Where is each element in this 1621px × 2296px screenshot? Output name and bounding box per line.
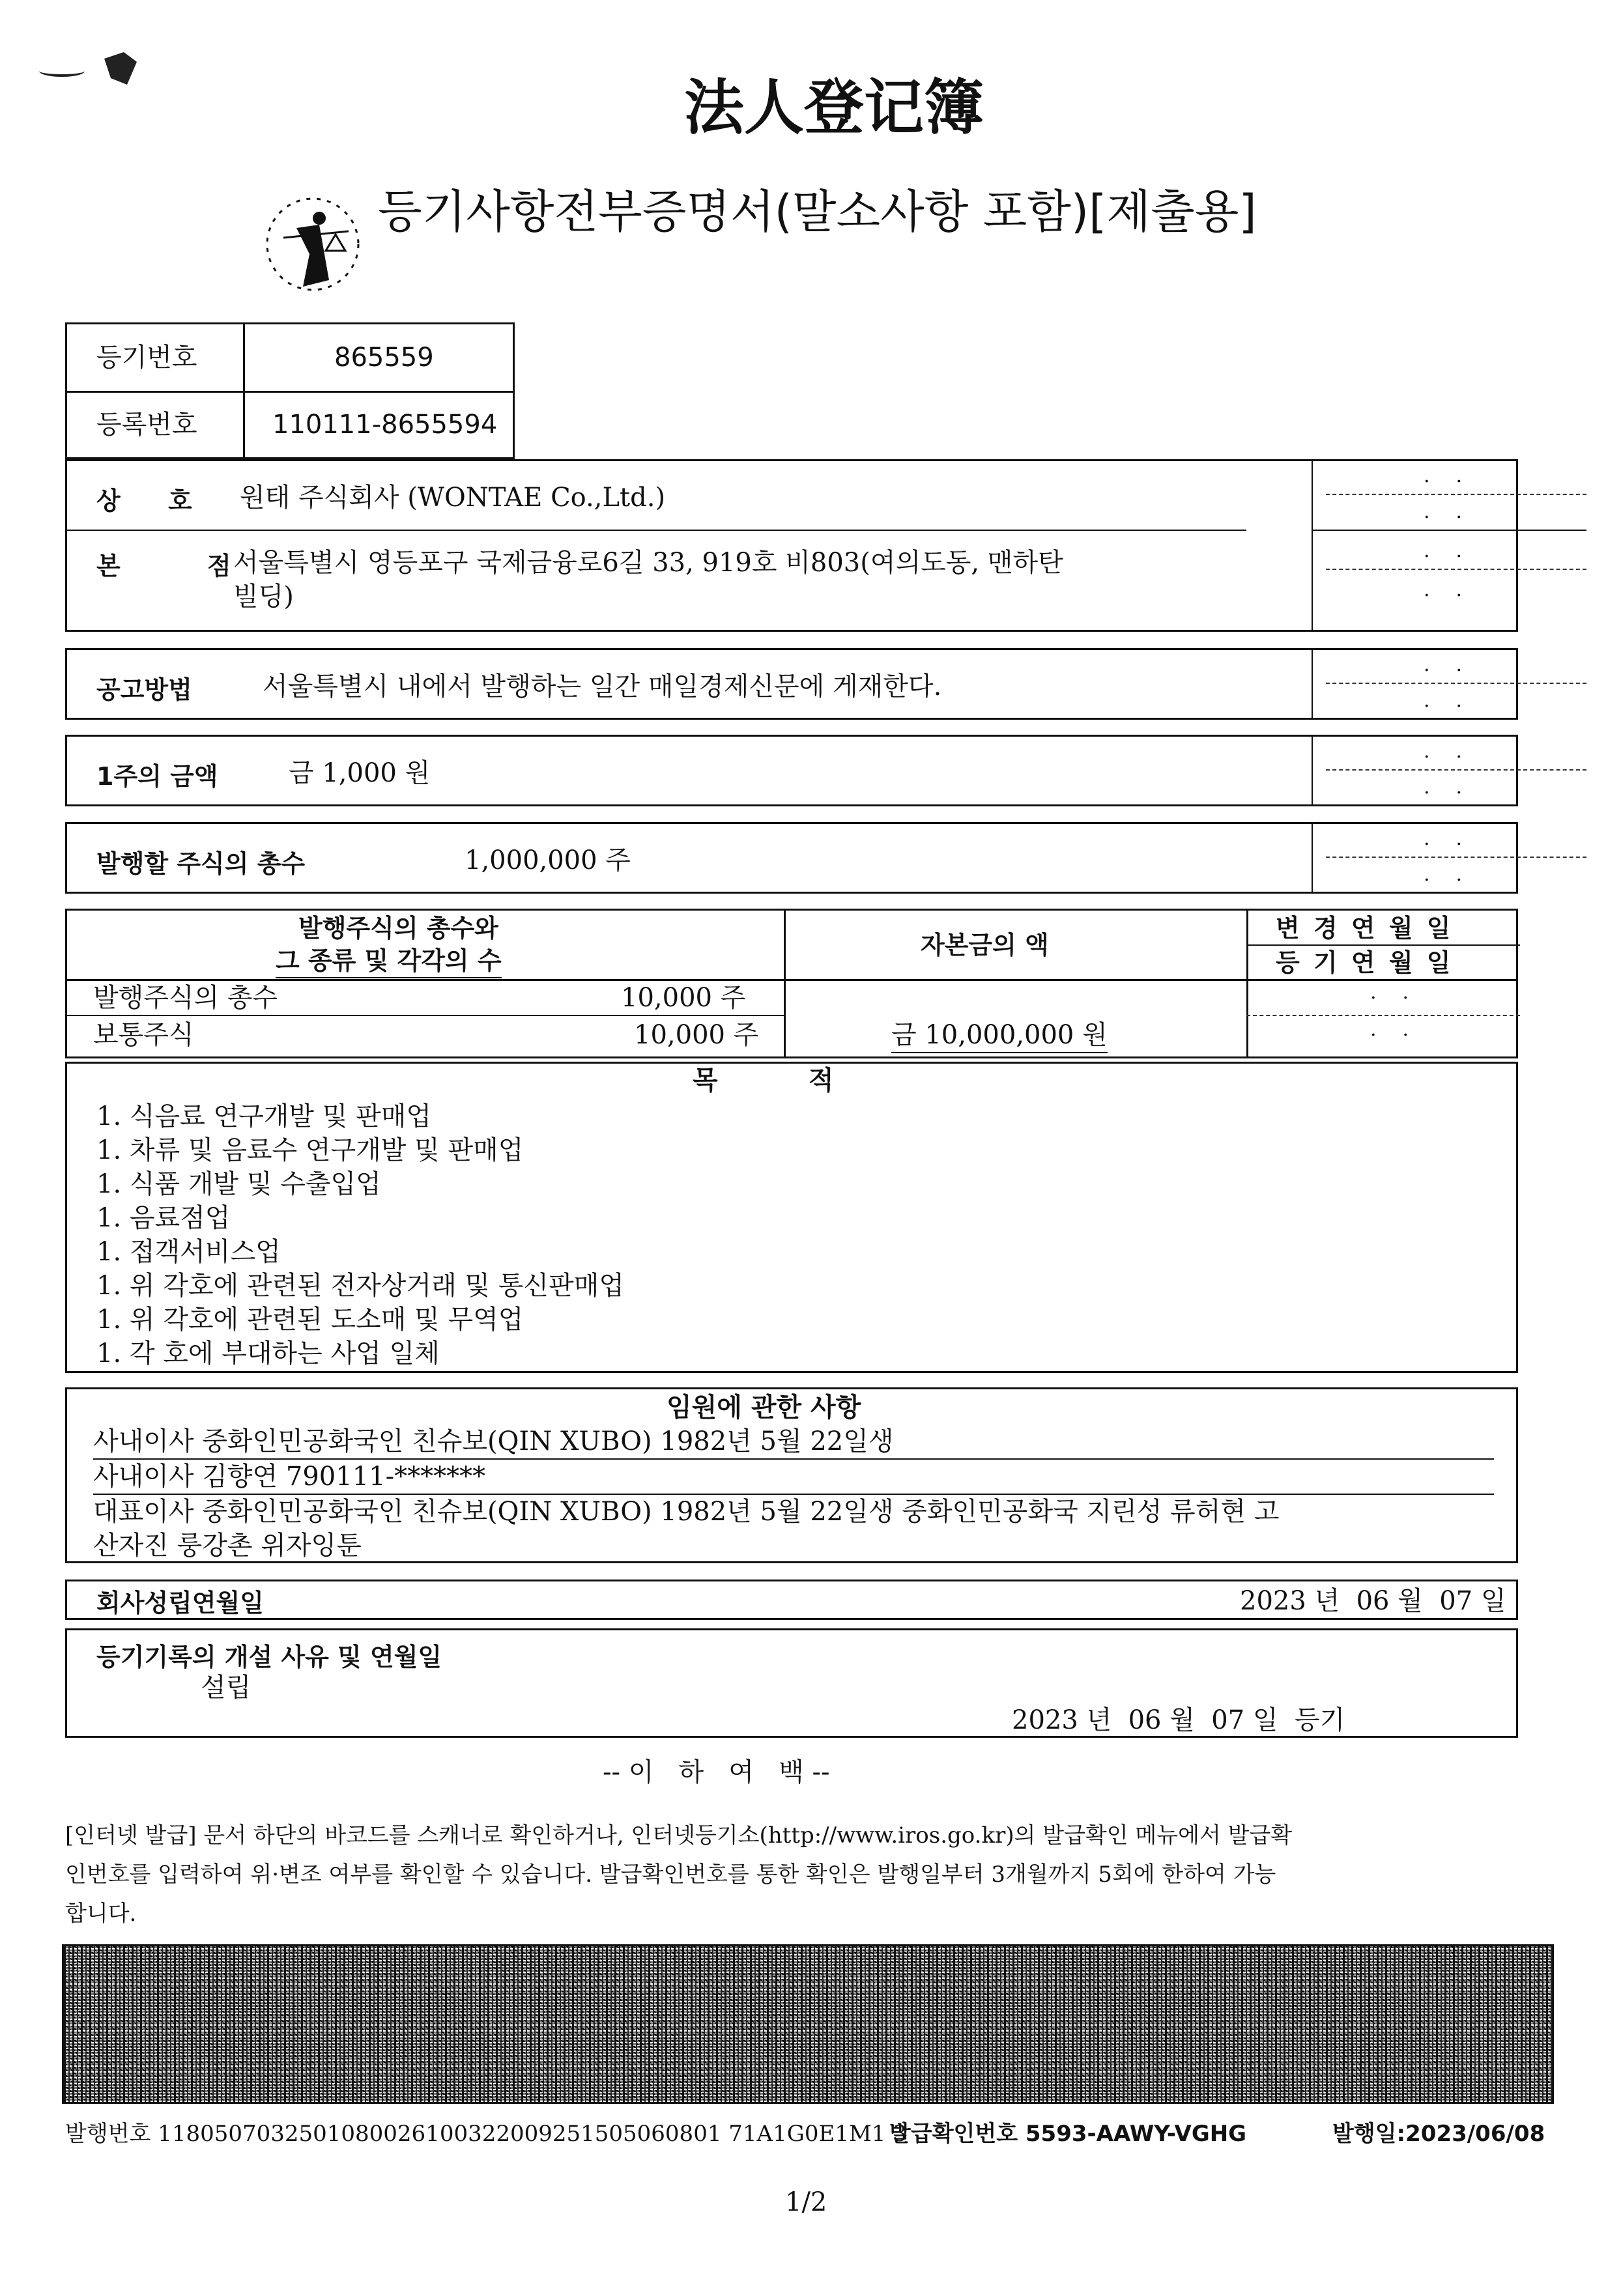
established-value: 2023 년 06 월 07 일: [1240, 1586, 1506, 1616]
purpose-item: 1. 식음료 연구개발 및 판매업: [96, 1101, 432, 1131]
registry-number-box: [65, 322, 515, 459]
notice-method-value: 서울특별시 내에서 발행하는 일간 매일경제신문에 게재한다.: [263, 672, 942, 702]
corp-no-label: 등록번호: [96, 410, 197, 440]
purpose-item: 1. 식품 개발 및 수출입업: [96, 1169, 381, 1199]
verification-notice-line1: [인터넷 발급] 문서 하단의 바코드를 스캐너로 확인하거나, 인터넷등기소(http://www.iros.go.kr)의 발급확인 메뉴에서 발급확: [65, 1822, 1293, 1849]
issue-number: 발행번호 1180507032501080026100322009251505060801 71A1G0E1M1 3: [65, 2121, 907, 2147]
purpose-item: 1. 접객서비스업: [96, 1237, 281, 1267]
head-office-value-line1: 서울특별시 영등포구 국제금융로6길 33, 919호 비803(여의도동, 맨하탄: [233, 548, 1063, 578]
common-shares-value: 10,000 주: [634, 1020, 759, 1050]
corp-no-value: 110111-8655594: [272, 410, 498, 440]
company-name-value: 원태 주식회사 (WONTAE Co.,Ltd.): [240, 483, 666, 513]
purpose-item: 1. 위 각호에 관련된 도소매 및 무역업: [96, 1305, 524, 1335]
purpose-item: 1. 음료점업: [96, 1203, 231, 1233]
officers-title: 임원에 관한 사항: [667, 1393, 861, 1423]
opening-record-label: 등기기록의 개설 사유 및 연월일: [96, 1643, 442, 1671]
established-box: [65, 1580, 1518, 1620]
capital-table: 발행주식의 총수와 그 종류 및 각각의 수 자본금의 액 변 경 연 월 일 등 기 연 월 일 발행주식의 총수 10,000 주 보통주식 10,000 주 금 10,000,000 원 .. ..: [65, 909, 1518, 1058]
head-office-label: 본 점: [96, 552, 270, 580]
opening-record-box: [65, 1628, 1518, 1738]
authorized-shares-box: 발행할 주식의 총수 1,000,000 주 .. ..: [65, 822, 1518, 894]
established-label: 회사성립연월일: [96, 1589, 264, 1617]
opening-date: 2023 년 06 월 07 일 등기: [1012, 1705, 1345, 1735]
page-number: 1/2: [785, 2187, 827, 2217]
authorized-shares-label: 발행할 주식의 총수: [96, 849, 306, 878]
notice-method-box: 공고방법 서울특별시 내에서 발행하는 일간 매일경제신문에 게재한다. .. ..: [65, 648, 1518, 720]
officers-box: [65, 1387, 1518, 1563]
notice-method-label: 공고방법: [96, 675, 192, 704]
officer-line: 사내이사 중화인민공화국인 친슈보(QIN XUBO) 1982년 5월 22일생: [93, 1424, 1494, 1460]
capital-header: 자본금의 액: [921, 931, 1049, 959]
verification-notice-line3: 합니다.: [65, 1901, 137, 1927]
opening-reason: 설립: [201, 1673, 251, 1703]
share-price-value: 금 1,000 원: [289, 758, 431, 788]
capital-value: 금 10,000,000 원: [891, 1018, 1108, 1053]
officer-line: 산자진 룽강촌 위자잉툰: [93, 1531, 362, 1561]
authorized-shares-value: 1,000,000 주: [465, 845, 631, 875]
common-shares-label: 보통주식: [93, 1020, 194, 1050]
total-shares-value: 10,000 주: [621, 983, 746, 1013]
end-mark: -- 이 하 여 백 --: [603, 1757, 830, 1787]
purpose-item: 1. 위 각호에 관련된 전자상거래 및 통신판매업: [96, 1271, 624, 1301]
total-shares-label: 발행주식의 총수: [93, 983, 278, 1013]
officer-line: 사내이사 김향연 790111-*******: [93, 1460, 1494, 1495]
document-title: 法人登记簿: [684, 72, 984, 143]
purpose-title: 목 적: [693, 1066, 834, 1096]
barcode: [62, 1944, 1554, 2104]
reg-no-label: 등기번호: [96, 343, 197, 373]
officer-line: 대표이사 중화인민공화국인 친슈보(QIN XUBO) 1982년 5월 22일생 중화인민공화국 지린성 류허현 고: [93, 1497, 1280, 1527]
company-box: [65, 459, 1518, 632]
purpose-box: [65, 1062, 1518, 1373]
issue-date: 발행일:2023/06/08: [1332, 2121, 1545, 2147]
shares-header-line2: 그 종류 및 각각의 수: [276, 944, 502, 978]
head-office-value-line2: 빌딩): [233, 582, 294, 612]
scan-mark: [39, 65, 85, 77]
registry-date-header: 등 기 연 월 일: [1276, 948, 1454, 977]
share-price-label: 1주의 금액: [96, 762, 218, 791]
verification-notice-line2: 인번호를 입력하여 위·변조 여부를 확인할 수 있습니다. 발급확인번호를 통한 확인은 발행일부터 3개월까지 5회에 한하여 가능: [65, 1862, 1276, 1888]
share-price-box: 1주의 금액 금 1,000 원 .. ..: [65, 735, 1518, 806]
purpose-item: 1. 각 호에 부대하는 사업 일체: [96, 1339, 440, 1368]
reg-no-value: 865559: [334, 343, 434, 373]
change-date-column: .. .. .. ..: [1312, 461, 1586, 630]
change-date-header: 변 경 연 월 일: [1276, 914, 1454, 942]
scan-mark: [104, 52, 137, 85]
court-emblem-icon: [257, 189, 368, 300]
document-subtitle: 등기사항전부증명서(말소사항 포함)[제출용]: [378, 185, 1257, 238]
shares-header-line1: 발행주식의 총수와: [298, 914, 498, 942]
company-name-label: 상 호: [96, 487, 212, 515]
purpose-item: 1. 차류 및 음료수 연구개발 및 판매업: [96, 1135, 524, 1165]
confirm-number: 발급확인번호 5593-AAWY-VGHG: [889, 2121, 1247, 2147]
